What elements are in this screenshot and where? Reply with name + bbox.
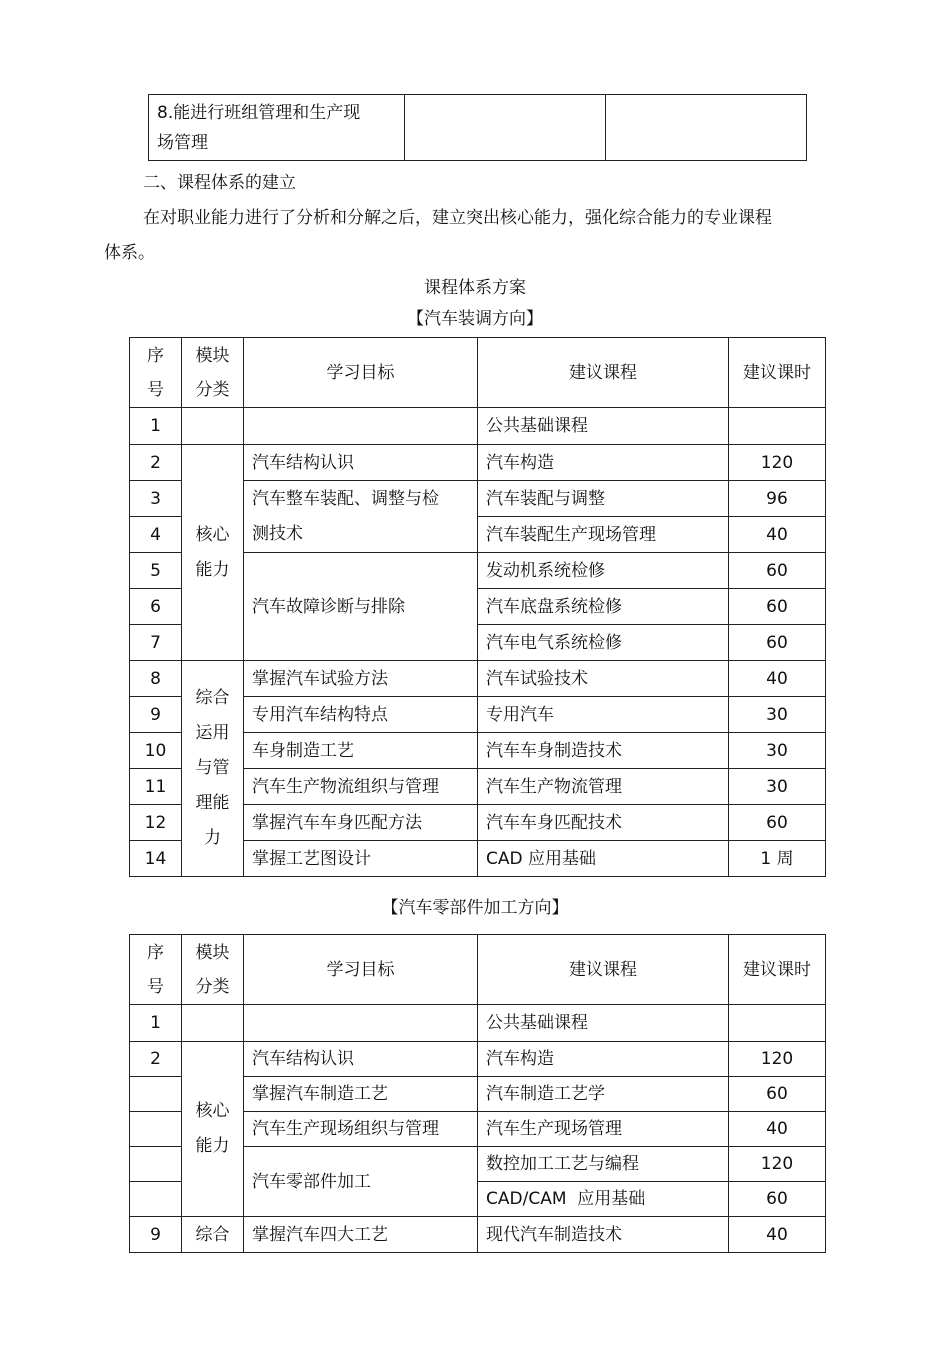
module-comprehensive-cell: 综合 <box>182 1217 244 1253</box>
goal-cell: 掌握汽车车身匹配方法 <box>244 805 478 841</box>
header-hours: 建议课时 <box>729 338 826 408</box>
hours-cell: 60 <box>729 589 826 625</box>
goal-cell: 汽车生产物流组织与管理 <box>244 769 478 805</box>
header-module: 模块 分类 <box>182 338 244 408</box>
top-carryover-table <box>148 94 807 161</box>
table1-subtitle: 【汽车装调方向】 <box>407 309 543 329</box>
cell-text: 场管理 <box>157 132 208 153</box>
seq-cell <box>130 1182 182 1217</box>
course-cell: 汽车底盘系统检修 <box>478 589 729 625</box>
seq-cell: 14 <box>130 841 182 877</box>
goal-cell: 车身制造工艺 <box>244 733 478 769</box>
course-cell: 汽车装配生产现场管理 <box>478 517 729 553</box>
course-cell: 汽车装配与调整 <box>478 481 729 517</box>
hours-cell: 40 <box>729 517 826 553</box>
goal-cell: 汽车结构认识 <box>244 1042 478 1077</box>
table-row <box>130 445 826 481</box>
intro-paragraph-line1: 在对职业能力进行了分析和分解之后，建立突出核心能力，强化综合能力的专业课程 <box>143 208 772 228</box>
cell-text: 8.能进行班组管理和生产现 <box>157 102 361 123</box>
section-heading: 二、课程体系的建立 <box>143 173 296 193</box>
table-row <box>130 661 826 697</box>
module-cell <box>182 1005 244 1042</box>
table-cell <box>405 95 606 161</box>
goal-cell: 掌握汽车试验方法 <box>244 661 478 697</box>
header-goal: 学习目标 <box>244 338 478 408</box>
course-cell: 公共基础课程 <box>478 1005 729 1042</box>
seq-cell: 6 <box>130 589 182 625</box>
goal-cell: 汽车结构认识 <box>244 445 478 481</box>
course-cell: 汽车生产现场管理 <box>478 1112 729 1147</box>
course-cell: 发动机系统检修 <box>478 553 729 589</box>
header-module: 模块 分类 <box>182 935 244 1005</box>
table-cell <box>606 95 807 161</box>
goal-cell: 专用汽车结构特点 <box>244 697 478 733</box>
seq-cell: 12 <box>130 805 182 841</box>
seq-cell: 5 <box>130 553 182 589</box>
hours-cell: 96 <box>729 481 826 517</box>
course-cell: 汽车车身匹配技术 <box>478 805 729 841</box>
hours-cell: 120 <box>729 1147 826 1182</box>
hours-cell: 60 <box>729 625 826 661</box>
goal-cell: 汽车故障诊断与排除 <box>244 553 478 661</box>
intro-paragraph-line2: 体系。 <box>104 243 155 263</box>
course-cell: 汽车制造工艺学 <box>478 1077 729 1112</box>
table-row <box>130 408 826 445</box>
course-cell: 公共基础课程 <box>478 408 729 445</box>
course-cell: 现代汽车制造技术 <box>478 1217 729 1253</box>
module-core-cell: 核心 能力 <box>182 445 244 661</box>
hours-cell: 60 <box>729 1182 826 1217</box>
course-cell: 数控加工工艺与编程 <box>478 1147 729 1182</box>
goal-cell: 掌握汽车制造工艺 <box>244 1077 478 1112</box>
scheme-title: 课程体系方案 <box>424 278 526 298</box>
seq-cell: 2 <box>130 445 182 481</box>
seq-cell: 1 <box>130 408 182 445</box>
hours-cell: 120 <box>729 1042 826 1077</box>
hours-cell: 1 周 <box>729 841 826 877</box>
goal-cell: 汽车零部件加工 <box>244 1147 478 1217</box>
hours-cell: 120 <box>729 445 826 481</box>
goal-cell: 汽车生产现场组织与管理 <box>244 1112 478 1147</box>
table-row <box>130 1217 826 1253</box>
goal-cell: 汽车整车装配、调整与检 测技术 <box>244 481 478 553</box>
course-cell: 专用汽车 <box>478 697 729 733</box>
hours-cell: 60 <box>729 553 826 589</box>
seq-cell: 3 <box>130 481 182 517</box>
header-seq: 序 号 <box>130 338 182 408</box>
hours-cell: 30 <box>729 769 826 805</box>
seq-cell: 2 <box>130 1042 182 1077</box>
goal-cell <box>244 408 478 445</box>
table-header-row <box>130 935 826 1005</box>
course-table-assembly <box>129 337 826 877</box>
table-row <box>149 95 807 161</box>
seq-cell: 7 <box>130 625 182 661</box>
table-row <box>130 1042 826 1077</box>
hours-cell: 30 <box>729 733 826 769</box>
hours-cell: 40 <box>729 1112 826 1147</box>
course-cell: 汽车试验技术 <box>478 661 729 697</box>
hours-cell: 40 <box>729 1217 826 1253</box>
module-cell <box>182 408 244 445</box>
course-cell: CAD/CAM 应用基础 <box>478 1182 729 1217</box>
seq-cell <box>130 1112 182 1147</box>
hours-cell: 40 <box>729 661 826 697</box>
seq-cell: 4 <box>130 517 182 553</box>
course-cell: 汽车构造 <box>478 445 729 481</box>
header-goal: 学习目标 <box>244 935 478 1005</box>
course-cell: CAD 应用基础 <box>478 841 729 877</box>
header-seq: 序 号 <box>130 935 182 1005</box>
table-header-row <box>130 338 826 408</box>
header-hours: 建议课时 <box>729 935 826 1005</box>
table-row <box>130 1005 826 1042</box>
header-course: 建议课程 <box>478 338 729 408</box>
course-table-parts-processing <box>129 934 826 1253</box>
course-cell: 汽车车身制造技术 <box>478 733 729 769</box>
seq-cell: 8 <box>130 661 182 697</box>
module-comprehensive-cell: 综合 运用 与管 理能 力 <box>182 661 244 877</box>
table2-subtitle: 【汽车零部件加工方向】 <box>381 898 569 918</box>
seq-cell: 9 <box>130 697 182 733</box>
goal-cell <box>244 1005 478 1042</box>
hours-cell: 60 <box>729 805 826 841</box>
seq-cell <box>130 1077 182 1112</box>
course-cell: 汽车生产物流管理 <box>478 769 729 805</box>
seq-cell: 9 <box>130 1217 182 1253</box>
table-cell <box>149 95 405 161</box>
hours-cell <box>729 408 826 445</box>
goal-cell: 掌握汽车四大工艺 <box>244 1217 478 1253</box>
course-cell: 汽车电气系统检修 <box>478 625 729 661</box>
hours-cell: 30 <box>729 697 826 733</box>
seq-cell: 11 <box>130 769 182 805</box>
goal-cell: 掌握工艺图设计 <box>244 841 478 877</box>
header-course: 建议课程 <box>478 935 729 1005</box>
hours-cell: 60 <box>729 1077 826 1112</box>
seq-cell <box>130 1147 182 1182</box>
hours-cell <box>729 1005 826 1042</box>
course-cell: 汽车构造 <box>478 1042 729 1077</box>
module-core-cell: 核心 能力 <box>182 1042 244 1217</box>
seq-cell: 10 <box>130 733 182 769</box>
seq-cell: 1 <box>130 1005 182 1042</box>
